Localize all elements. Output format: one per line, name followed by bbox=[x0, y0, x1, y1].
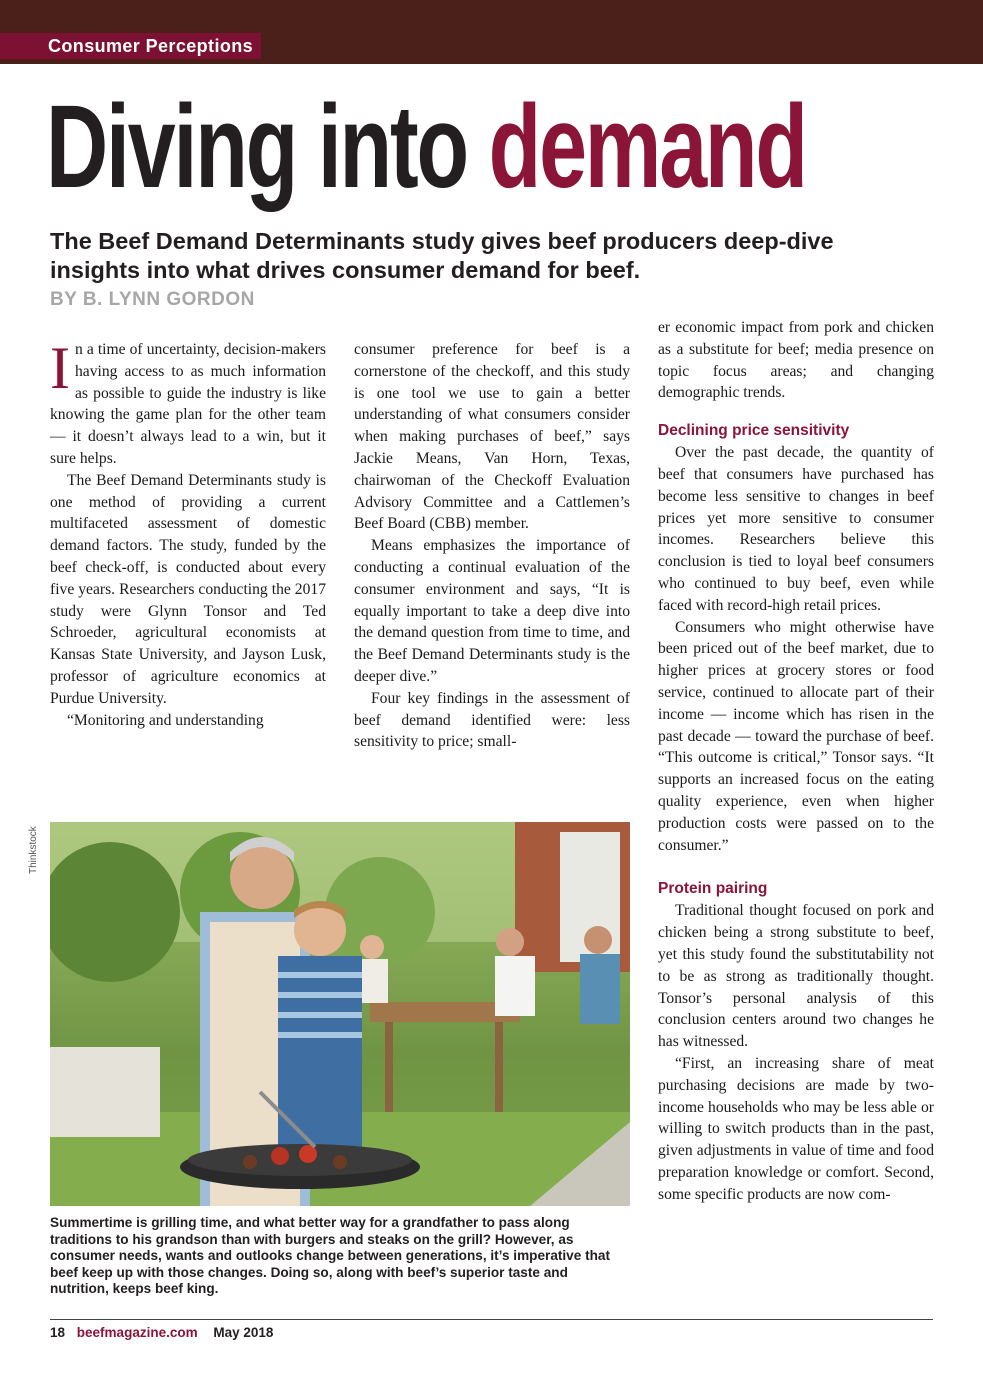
section-tag: Consumer Perceptions bbox=[0, 33, 261, 59]
paragraph bbox=[50, 335, 326, 470]
paragraph: er economic impact from pork and chicken as a substitute for beef; media presence on topic focus areas; and changing demographic trends. bbox=[658, 319, 934, 402]
photo-credit-text: Thinkstock bbox=[28, 826, 39, 874]
issue-date: May 2018 bbox=[213, 1325, 274, 1340]
paragraph: Traditional thought focused on pork and chicken being a strong substitute to beef, yet this study found the substitutability not to be as strong as traditionally thought. Tonsor’s personal analysis of this conclusion centers around two changes he has witnessed. bbox=[658, 902, 934, 1051]
site-link[interactable]: beefmagazine.com bbox=[76, 1325, 198, 1340]
byline: BY B. LYNN GORDON bbox=[50, 289, 255, 310]
headline-part-2: demand bbox=[488, 81, 806, 213]
column-2 bbox=[354, 339, 630, 753]
deck: The Beef Demand Determinants study gives beef producers deep-dive insights into what drives consumer demand for beef. bbox=[50, 228, 834, 283]
headline bbox=[46, 82, 806, 212]
paragraph: “Monitoring and understanding bbox=[67, 711, 264, 729]
paragraph: The Beef Demand Determinants study is one method of providing a current multifaceted assessment of domestic demand factors. The study, funded by the beef check-off, is conducted about every five years. Researchers conducting the 2017 study were Glynn Tonsor and Ted Schroeder, agricultural economists at Kansas State University, and Jayson Lusk, professor of agriculture economics at Purdue University. bbox=[50, 471, 326, 707]
paragraph: Over the past decade, the quantity of beef that consumers have purchased has become less sensitive to changes in beef prices yet more sensitive to consumer incomes. Researchers believe this conclusion is tied to loyal beef consumers who continued to buy beef, even while faced with record-high retail prices. bbox=[658, 444, 934, 614]
subhead-price-sensitivity: Declining price sensitivity bbox=[658, 422, 850, 440]
paragraph: Consumers who might otherwise have been priced out of the beef market, due to higher prices at grocery stores or food service, continued to allocate part of their income — income which has risen in the past decade — toward the purchase of beef. “This outcome is critical,” Tonsor says. “It supports an increased focus on the eating quality experience, even when higher production costs were passed on to the consumer.” bbox=[658, 618, 934, 854]
footer-rule bbox=[50, 1319, 933, 1320]
photo-caption: Summertime is grilling time, and what better way for a grandfather to pass along traditions to his grandson than with burgers and steaks on the grill? However, as consumer needs, wants and outlooks change between generations, it’s imperative that beef keep up with those changes. Doing so, along with beef’s superior taste and nutrition, keeps beef king. bbox=[50, 1215, 610, 1297]
paragraph: consumer preference for beef is a cornerstone of the checkoff, and this study is one tool we use to gain a better understanding of what consumers consider when making purchases of beef,” says Jackie Means, Van Horn, Texas, chairwoman of the Checkoff Evaluation Advisory Committee and a Cattlemen’s Beef Board (CBB) member. bbox=[354, 341, 630, 533]
footer bbox=[50, 1325, 273, 1340]
paragraph: Four key findings in the assessment of beef demand identified were: less sensitivity to price; small- bbox=[354, 689, 630, 751]
grilling-photo bbox=[50, 822, 630, 1206]
grilling-photo-illustration bbox=[50, 822, 630, 1206]
page-number: 18 bbox=[50, 1325, 66, 1340]
paragraph-text: n a time of uncertainty, decision-makers having access to as much information as possible to guide the industry is like knowing the game plan for the other team — it doesn’t always lead to a win, but it sure helps. bbox=[50, 341, 326, 467]
column-1 bbox=[50, 335, 326, 731]
subhead-protein-pairing: Protein pairing bbox=[658, 880, 768, 898]
drop-cap: I bbox=[50, 335, 70, 401]
paragraph: “First, an increasing share of meat purchasing decisions are made by two-income households who may be less able or willing to switch products than in the past, given adjustments in value of time and food preparation knowledge or comfort. Second, some specific products are now com- bbox=[658, 1054, 934, 1203]
paragraph: Means emphasizes the importance of conducting a continual evaluation of the consumer environment and says, “It is equally important to take a deep dive into the demand question from time to time, and the Beef Demand Determinants study is the deeper dive.” bbox=[354, 537, 630, 685]
photo-credit bbox=[28, 826, 44, 876]
column-3 bbox=[658, 317, 934, 1205]
headline-part-1: Diving into bbox=[46, 81, 467, 213]
